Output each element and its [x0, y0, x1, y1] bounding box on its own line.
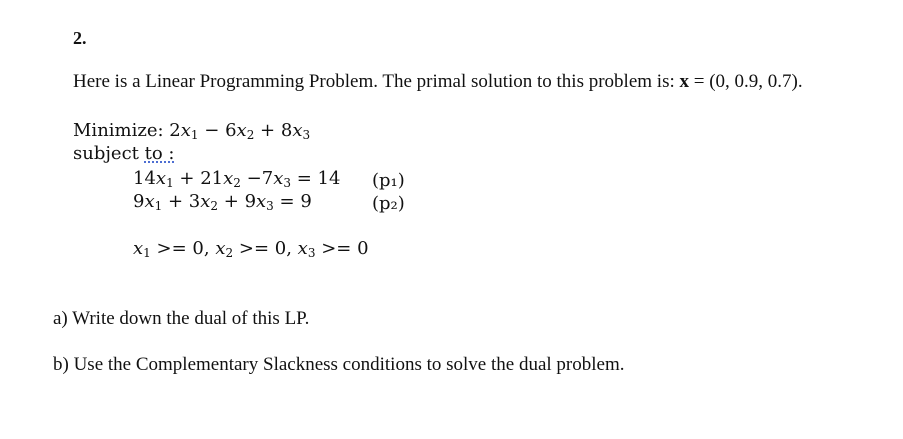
nonnegativity-constraints: $x_1 >= 0$, $x_2 >= 0$, $x_3 >= 0$: [133, 238, 369, 260]
subject-to-prefix: subject: [73, 143, 145, 164]
c2-coef-1: 9: [133, 191, 145, 212]
subject-to-underlined: to :: [144, 143, 175, 164]
objective-label: Minimize:: [73, 120, 170, 141]
c2-coef-3: 9: [244, 191, 257, 212]
solution-value: = (0, 0.9, 0.7).: [689, 71, 803, 92]
nonneg-3: >= 0: [321, 238, 369, 259]
c1-coef-2: 21: [200, 168, 224, 189]
c2-rhs: 9: [300, 191, 312, 212]
constraint-label-p1: (p₁): [372, 170, 405, 191]
question-a: a) Write down the dual of this LP.: [53, 308, 310, 329]
constraint-p2: $9x_1 + 3x_2 + 9x_3 = 9$: [133, 191, 312, 213]
c1-coef-1: 14: [133, 168, 156, 189]
nonneg-1: >= 0: [156, 238, 204, 259]
obj-coef-3: 8: [280, 120, 293, 141]
constraint-label-p2: (p₂): [372, 193, 405, 214]
c1-rhs: 14: [317, 168, 341, 189]
solution-variable: x: [679, 71, 689, 92]
constraint-p1: $14x_1 + 21x_2 -7x_3 = 14$: [133, 168, 341, 190]
question-b: b) Use the Complementary Slackness conditions to solve the dual problem.: [53, 354, 625, 375]
problem-number: 2.: [73, 28, 87, 48]
nonneg-2: >= 0: [238, 238, 287, 259]
c2-coef-2: 3: [188, 191, 201, 212]
c1-coef-3: 7: [261, 168, 274, 189]
subject-to-label: [73, 143, 174, 164]
objective-function: Minimize: $2x_1 - 6x_2 + 8x_3$: [73, 120, 311, 142]
intro-text: Here is a Linear Programming Problem. The primal solution to this problem is:: [73, 71, 680, 92]
obj-coef-1: 2: [169, 120, 181, 141]
intro-paragraph: [73, 71, 803, 93]
obj-coef-2: 6: [225, 120, 237, 141]
